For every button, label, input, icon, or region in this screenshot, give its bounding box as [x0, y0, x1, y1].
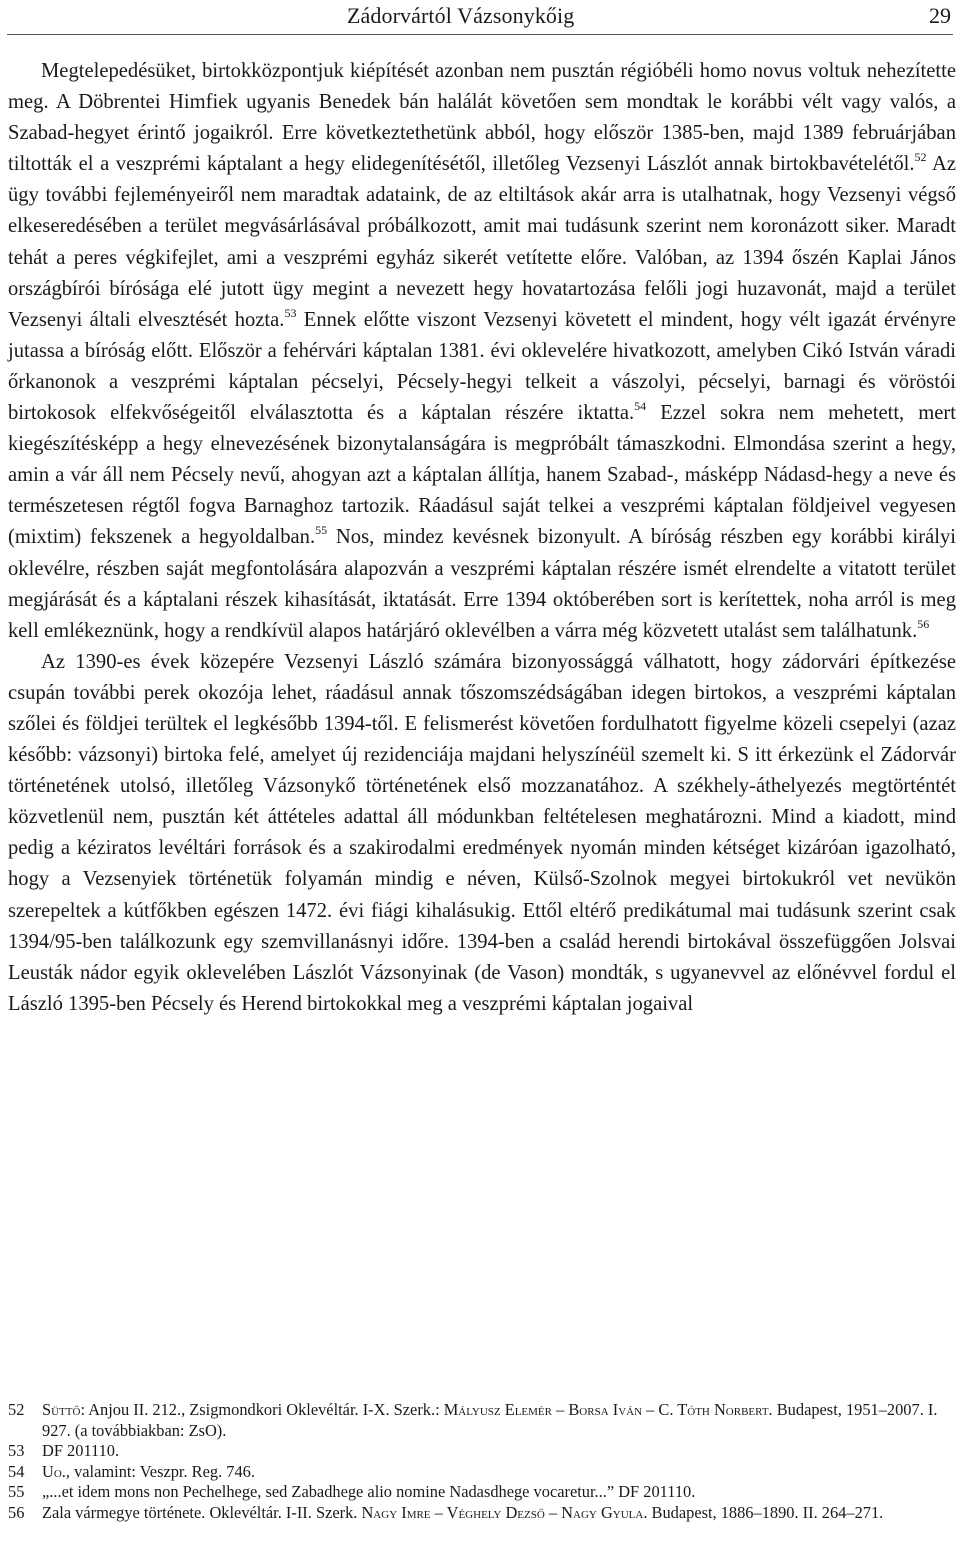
- footnote-text: . Budapest, 1886–1890. II. 264–271.: [643, 1502, 884, 1522]
- text-run: Az ügy további fejleményeiről nem maradtak adataink, de az eltiltások akár arra is utalhatnak, hogy Vezsenyi végső elkeseredésében a terület megvásárlásával próbálkozott, amit mai tudásunk szerint nem koronázott siker. Maradt tehát a peres végkifejlet, ami a veszprémi egyház sikerét vetítette előre. Valóban, az 1394 őszén Kaplai János országbírói bírósága elé jutott ügy megint a nevezett hegy hovatartozása felőli jogi huzavonát, majd a terület Vezsenyi általi elvesztését hozta.: [8, 153, 956, 331]
- footnote-text: : Anjou II. 212., Zsigmondkori Oklevéltár. I-X. Szerk.:: [80, 1400, 444, 1419]
- footnote: [8, 1462, 956, 1483]
- body-paragraph: [8, 647, 956, 1020]
- footnote-reference: 53: [284, 305, 297, 320]
- footnote-text: „...et idem mons non Pechelhege, sed Zabadhege alio nomine Nadasdhege vocaretur...” DF 201110.: [42, 1482, 696, 1502]
- author-name: Uo.: [42, 1461, 66, 1481]
- text-run: Ezzel sokra nem mehetett, mert kiegészítésképp a hegy elnevezésének bizonytalanságára is megpróbált támaszkodni. Elmondása szerint a hegy, amin a vár áll nem Pécsely nevű, ahogyan azt a káptalan állítja, hanem Szabad-, másképp Nádasd-hegy a neve és természetesen régtől fogva Barnaghoz tartozik. Ráadásul saját telkei a veszprémi káptalan földjeivel vegyesen (mixtim) fekszenek a hegyoldalban.: [8, 402, 956, 549]
- author-name: Nagy Imre – Véghely Dezső – Nagy Gyula: [361, 1502, 644, 1522]
- footnote-text: . Budapest, 1951–2007. I. 927. (a továbbiakban: ZsO).: [42, 1400, 938, 1440]
- footnote-reference: 54: [634, 399, 647, 414]
- author-name: Mályusz Elemér – Borsa Iván – C. Tóth Norbert: [443, 1400, 769, 1419]
- footnote-number: 54: [8, 1461, 25, 1481]
- body-text: [8, 56, 956, 1020]
- running-header: [7, 0, 953, 35]
- footnote-reference: 56: [917, 616, 930, 631]
- footnote-reference: 55: [315, 523, 328, 538]
- footnote: [8, 1503, 956, 1524]
- footnote-number: 52: [8, 1400, 25, 1419]
- footnote-number: 56: [8, 1502, 25, 1522]
- author-name: Süttő: [42, 1400, 81, 1419]
- text-run: Megtelepedésüket, birtokközpontjuk kiépítését azonban nem pusztán régióbéli homo novus voltuk nehezítette meg. A Döbrentei Himfiek ugyanis Benedek bán halálát követően sem mondtak le korábbi vélt vagy valós, a Szabad-hegyet érintő jogaikról. Erre következtethetünk abból, hogy először 1385-ben, majd 1389 februárjában tiltották el a veszprémi káptalant a hegy elidegenítésétől, illetőleg Vezsenyi Lászlót annak birtokbavételétől.: [8, 60, 956, 176]
- footnote: [8, 1482, 956, 1503]
- text-run: Ennek előtte viszont Vezsenyi követett el mindent, hogy vélt igazát érvényre jutassa a bíróság előtt. Először a fehérvári káptalan 1381. évi oklevelére hivatkozott, amelyben Cikó István váradi őrkanonok a veszprémi káptalan pécselyi, Pécsely-hegyi telkeit a vászolyi, pécselyi, barnagi és vöröstói birtokosok elfekvőségeitől elválasztotta és a káptalan részére iktatta.: [8, 308, 957, 425]
- footnote-number: 53: [8, 1441, 25, 1461]
- running-title: Zádorvártól Vázsonykőig: [347, 3, 575, 28]
- text-run: Az 1390-es évek közepére Vezsenyi László számára bizonyossággá válhatott, hogy zádorvári építkezése csupán további perek okozója lehet, ráadásul annak tőszomszédságában idegen birtokos, a veszprémi káptalan szőlei és földjei terültek el legkésőbb 1394-től. E felismerést követően fordulhatott figyelme közeli csepelyi (azaz később: vázsonyi) birtoka felé, amelyet új rezidenciája majdani helyszínéül szemelt ki. S itt érkezünk el Zádorvár történetének utolsó, illetőleg Vázsonykő történetének első mozzanatához. A székhely-áthelyezés megtörténtét közvetlenül nem, pusztán két áttételes adattal áll módunkban feltételesen meghatározni. Mind a kiadott, mind pedig a kéziratos levéltári források és a szakirodalmi eredmények nyomán minden kétséget kizáróan igazolható, hogy a Vezsenyiek történetük folyamán mindig e néven, Külső-Szolnok megyei birtokukról vet nevükön szerepeltek a kútfőkben egészen 1472. évi fiági kihalásukig. Ettől eltérő predikátumal mai tudásunk szerint csak 1394/95-ben találkozunk egy szemvillanásnyi időre. 1394-ben a család herendi birtokával összefüggően Jolsvai Leusták nádor egyik oklevelében Lászlót Vázsonyinak (de Vason) mondták, s ugyanevvel az előnévvel fordul el László 1395-ben Pécsely és Herend birtokokkal meg a veszprémi káptalan jogaival: [8, 650, 956, 1015]
- text-run: Nos, mindez kevésnek bizonyult. A bíróság részben egy korábbi királyi oklevélre, részben saját megfontolására alapozván a veszprémi káptalan részére ismét elrendelte a vitatott terület megjárását és a káptalani részek kihasítását, iktatását. Erre 1394 októberében sort is kerítettek, noha arról is meg kell emlékeznünk, hogy a rendkívül alapos határjáró oklevélben a várra még közvetett utalást sem találhatunk.: [8, 526, 956, 642]
- footnote-text: DF 201110.: [42, 1441, 120, 1461]
- footnote-text: Zala vármegye története. Oklevéltár. I-II. Szerk.: [42, 1502, 362, 1522]
- footnote-number: 55: [8, 1482, 25, 1502]
- footnote: [8, 1441, 956, 1462]
- footnote-text: , valamint: Veszpr. Reg. 746.: [65, 1461, 255, 1481]
- footnotes: [8, 1400, 956, 1524]
- body-paragraph: [8, 56, 956, 647]
- page-number: 29: [929, 3, 951, 28]
- footnote-reference: 52: [914, 150, 927, 165]
- footnote: [8, 1400, 956, 1441]
